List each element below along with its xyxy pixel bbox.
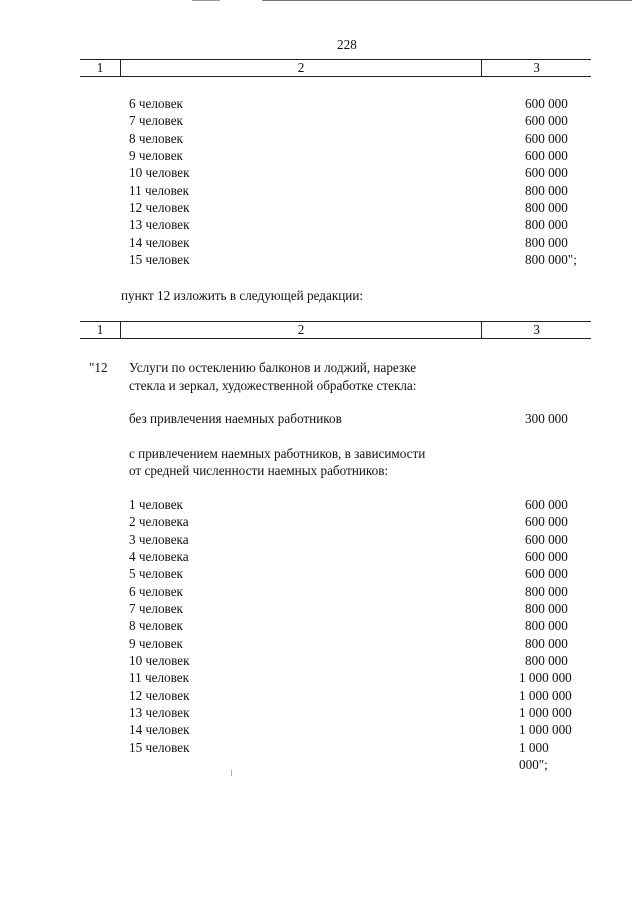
row-value: 1 000 000 xyxy=(519,687,572,703)
row-label: 11 человек xyxy=(129,182,190,198)
row-label: 9 человек xyxy=(129,148,183,164)
row-label: 1 человек xyxy=(129,497,183,512)
column-header-row xyxy=(80,59,591,77)
table-row xyxy=(129,234,577,251)
table-row xyxy=(129,739,577,773)
row-value: 800 000 xyxy=(525,635,568,651)
row-value: 1 000 000 xyxy=(519,722,572,738)
row-value: 600 000 xyxy=(525,148,568,164)
table-row xyxy=(129,251,577,268)
item-number: "12 xyxy=(89,360,108,375)
column-header-row xyxy=(80,321,591,339)
row-value: 800 000 xyxy=(525,653,568,669)
table-row xyxy=(129,513,577,530)
table-row xyxy=(129,669,577,686)
row-value: 1 000 000 xyxy=(519,670,572,686)
item-title-line: стекла и зеркал, художественной обработке стекла: xyxy=(129,378,417,393)
row-value: 800 000 xyxy=(525,618,568,634)
table-row xyxy=(129,583,577,600)
row-value: 800 000 xyxy=(525,583,568,599)
row-value: 600 000 xyxy=(525,130,568,146)
row-value: 600 000 xyxy=(525,497,568,512)
table-row xyxy=(129,216,577,233)
row-value: 800 000 xyxy=(525,234,568,250)
row-label: 7 человек xyxy=(129,601,183,617)
table-row xyxy=(129,112,577,129)
row-label: 14 человек xyxy=(129,234,190,250)
table-row xyxy=(129,496,577,513)
row-value: 600 000 xyxy=(525,549,568,565)
table-row xyxy=(129,704,577,721)
row-value: 800 000 xyxy=(525,200,568,216)
table-row xyxy=(129,600,577,617)
scan-artifact-line xyxy=(262,0,632,1)
column-header-1: 1 xyxy=(96,60,104,75)
column-header-3: 3 xyxy=(533,322,540,337)
amendment-instruction: пункт 12 изложить в следующей редакции: xyxy=(121,288,364,303)
row-label: 6 человек xyxy=(129,96,183,111)
table-row xyxy=(129,635,577,652)
table-row xyxy=(129,617,577,634)
table-row xyxy=(129,721,577,738)
row-value: 800 000 xyxy=(525,182,568,198)
with-workers-line: от средней численности наемных работников: xyxy=(129,463,389,478)
row-label: 13 человек xyxy=(129,217,190,233)
table-row xyxy=(129,531,577,548)
row-label: 12 человек xyxy=(129,200,190,216)
row-label: 15 человек xyxy=(129,252,190,268)
row-label: 8 человек xyxy=(129,618,183,634)
rate-list-continued xyxy=(129,95,577,268)
row-value: 800 000 xyxy=(525,601,568,617)
row-label: 5 человек xyxy=(129,566,183,582)
no-workers-value: 300 000 xyxy=(525,411,568,426)
scan-artifact-line xyxy=(192,0,220,1)
no-workers-label: без привлечения наемных работников xyxy=(129,411,342,426)
table-row xyxy=(129,147,577,164)
row-value: 600 000 xyxy=(525,514,568,530)
row-value: 800 000"; xyxy=(525,252,577,268)
row-label: 15 человек xyxy=(129,739,190,755)
table-row xyxy=(129,687,577,704)
row-value: 800 000 xyxy=(525,217,568,233)
row-label: 3 человека xyxy=(129,531,189,547)
rate-list-by-workers xyxy=(129,496,577,773)
row-label: 10 человек xyxy=(129,165,190,181)
column-header-1: 1 xyxy=(96,322,104,337)
with-workers-line: с привлечением наемных работников, в зависимости xyxy=(129,446,426,461)
column-header-2: 2 xyxy=(297,322,305,337)
row-label: 11 человек xyxy=(129,670,190,686)
row-label: 8 человек xyxy=(129,130,183,146)
column-header-3: 3 xyxy=(533,60,540,75)
item-title-line: Услуги по остеклению балконов и лоджий, нарезке xyxy=(129,360,417,375)
row-label: 6 человек xyxy=(129,583,183,599)
row-value: 600 000 xyxy=(525,113,568,129)
row-value: 600 000 xyxy=(525,531,568,547)
table-row xyxy=(129,95,577,112)
table-row xyxy=(129,182,577,199)
row-label: 2 человека xyxy=(129,514,189,530)
row-value: 600 000 xyxy=(525,566,568,582)
column-header-2: 2 xyxy=(297,60,305,75)
row-value: 600 000 xyxy=(525,96,568,111)
row-label: 14 человек xyxy=(129,722,190,738)
row-label: 12 человек xyxy=(129,687,190,703)
table-row xyxy=(129,164,577,181)
row-value: 1 000 000 xyxy=(519,705,572,721)
row-value: 1 000 000"; xyxy=(519,739,549,773)
page-number: 228 xyxy=(337,37,357,52)
row-label: 7 человек xyxy=(129,113,183,129)
row-label: 10 человек xyxy=(129,653,190,669)
table-row xyxy=(129,548,577,565)
table-row xyxy=(129,199,577,216)
row-label: 13 человек xyxy=(129,705,190,721)
row-value: 600 000 xyxy=(525,165,568,181)
scan-artifact-mark xyxy=(231,770,232,776)
row-label: 4 человека xyxy=(129,549,189,565)
table-row xyxy=(129,130,577,147)
table-row xyxy=(129,652,577,669)
row-label: 9 человек xyxy=(129,635,183,651)
table-row xyxy=(129,565,577,582)
